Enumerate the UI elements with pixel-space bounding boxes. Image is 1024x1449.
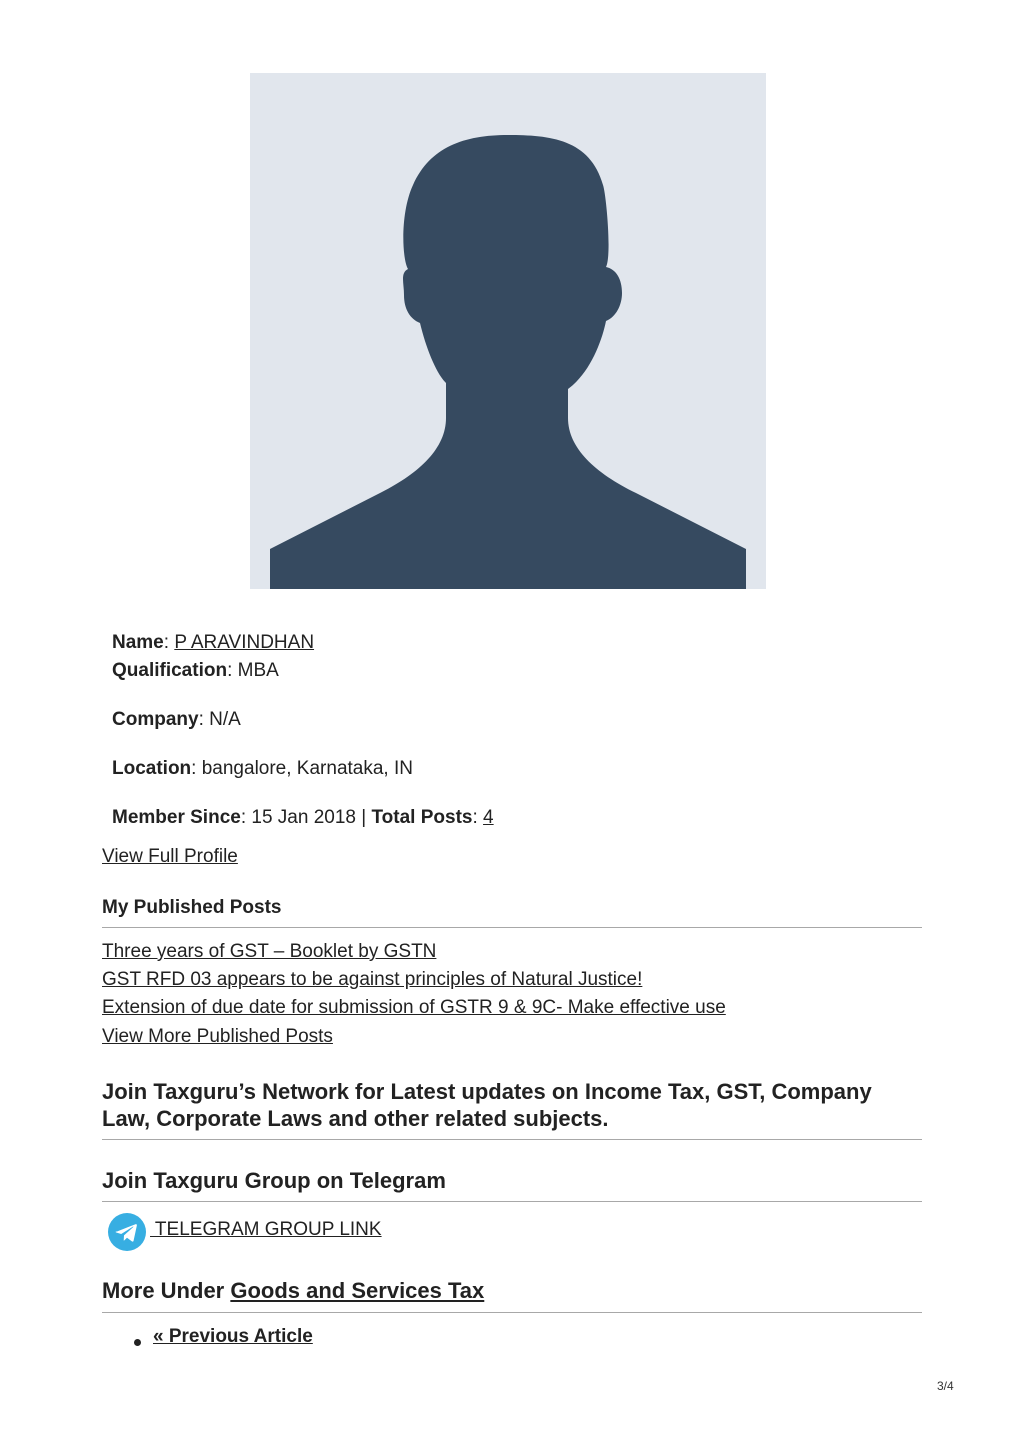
total-posts-link[interactable]: 4: [483, 807, 494, 828]
location-label: Location: [112, 758, 192, 779]
profile-location-row: Location: bangalore, Karnataka, IN: [112, 758, 413, 779]
divider: [102, 1312, 922, 1313]
author-avatar: [250, 73, 766, 589]
location-value: bangalore, Karnataka, IN: [201, 758, 413, 779]
published-posts-heading: My Published Posts: [102, 897, 282, 918]
network-heading-line1: Join Taxguru’s Network for Latest updates on Income Tax, GST, Company: [102, 1079, 872, 1104]
list-bullet: [134, 1339, 141, 1346]
divider: [102, 1139, 922, 1140]
network-heading: [102, 1078, 872, 1132]
profile-company-row: Company: N/A: [112, 709, 241, 730]
view-more-posts-link[interactable]: View More Published Posts: [102, 1026, 333, 1047]
profile-name-row: Name: P ARAVINDHAN: [112, 632, 315, 653]
published-post-link[interactable]: Three years of GST – Booklet by GSTN: [102, 941, 437, 962]
qualification-value: MBA: [237, 660, 279, 681]
profile-member-row: Member Since: 15 Jan 2018 | Total Posts: 4: [112, 807, 494, 828]
view-full-profile-link[interactable]: View Full Profile: [102, 846, 238, 867]
qualification-label: Qualification: [112, 660, 228, 681]
person-silhouette-icon: [250, 73, 766, 589]
member-since-value: 15 Jan 2018: [251, 807, 356, 828]
profile-qualification-row: Qualification: MBA: [112, 660, 279, 681]
more-under-heading: [102, 1277, 484, 1304]
author-name-link[interactable]: P ARAVINDHAN: [174, 632, 315, 653]
telegram-group-link[interactable]: TELEGRAM GROUP LINK: [150, 1219, 382, 1240]
network-heading-line2: Law, Corporate Laws and other related subjects.: [102, 1106, 609, 1131]
divider: [102, 927, 922, 928]
name-label: Name: [112, 632, 164, 653]
divider: [102, 1201, 922, 1202]
page-number: 3/4: [937, 1379, 954, 1393]
category-link[interactable]: Goods and Services Tax: [230, 1278, 485, 1303]
total-posts-label: Total Posts: [371, 807, 473, 828]
telegram-icon[interactable]: [108, 1213, 146, 1251]
company-value: N/A: [209, 709, 241, 730]
previous-article-link[interactable]: « Previous Article: [153, 1326, 313, 1347]
published-post-link[interactable]: GST RFD 03 appears to be against principles of Natural Justice!: [102, 969, 643, 990]
company-label: Company: [112, 709, 199, 730]
telegram-heading: Join Taxguru Group on Telegram: [102, 1168, 446, 1193]
published-post-link[interactable]: Extension of due date for submission of GSTR 9 & 9C- Make effective use: [102, 997, 726, 1018]
more-under-prefix: More Under: [102, 1278, 231, 1303]
member-since-label: Member Since: [112, 807, 241, 828]
